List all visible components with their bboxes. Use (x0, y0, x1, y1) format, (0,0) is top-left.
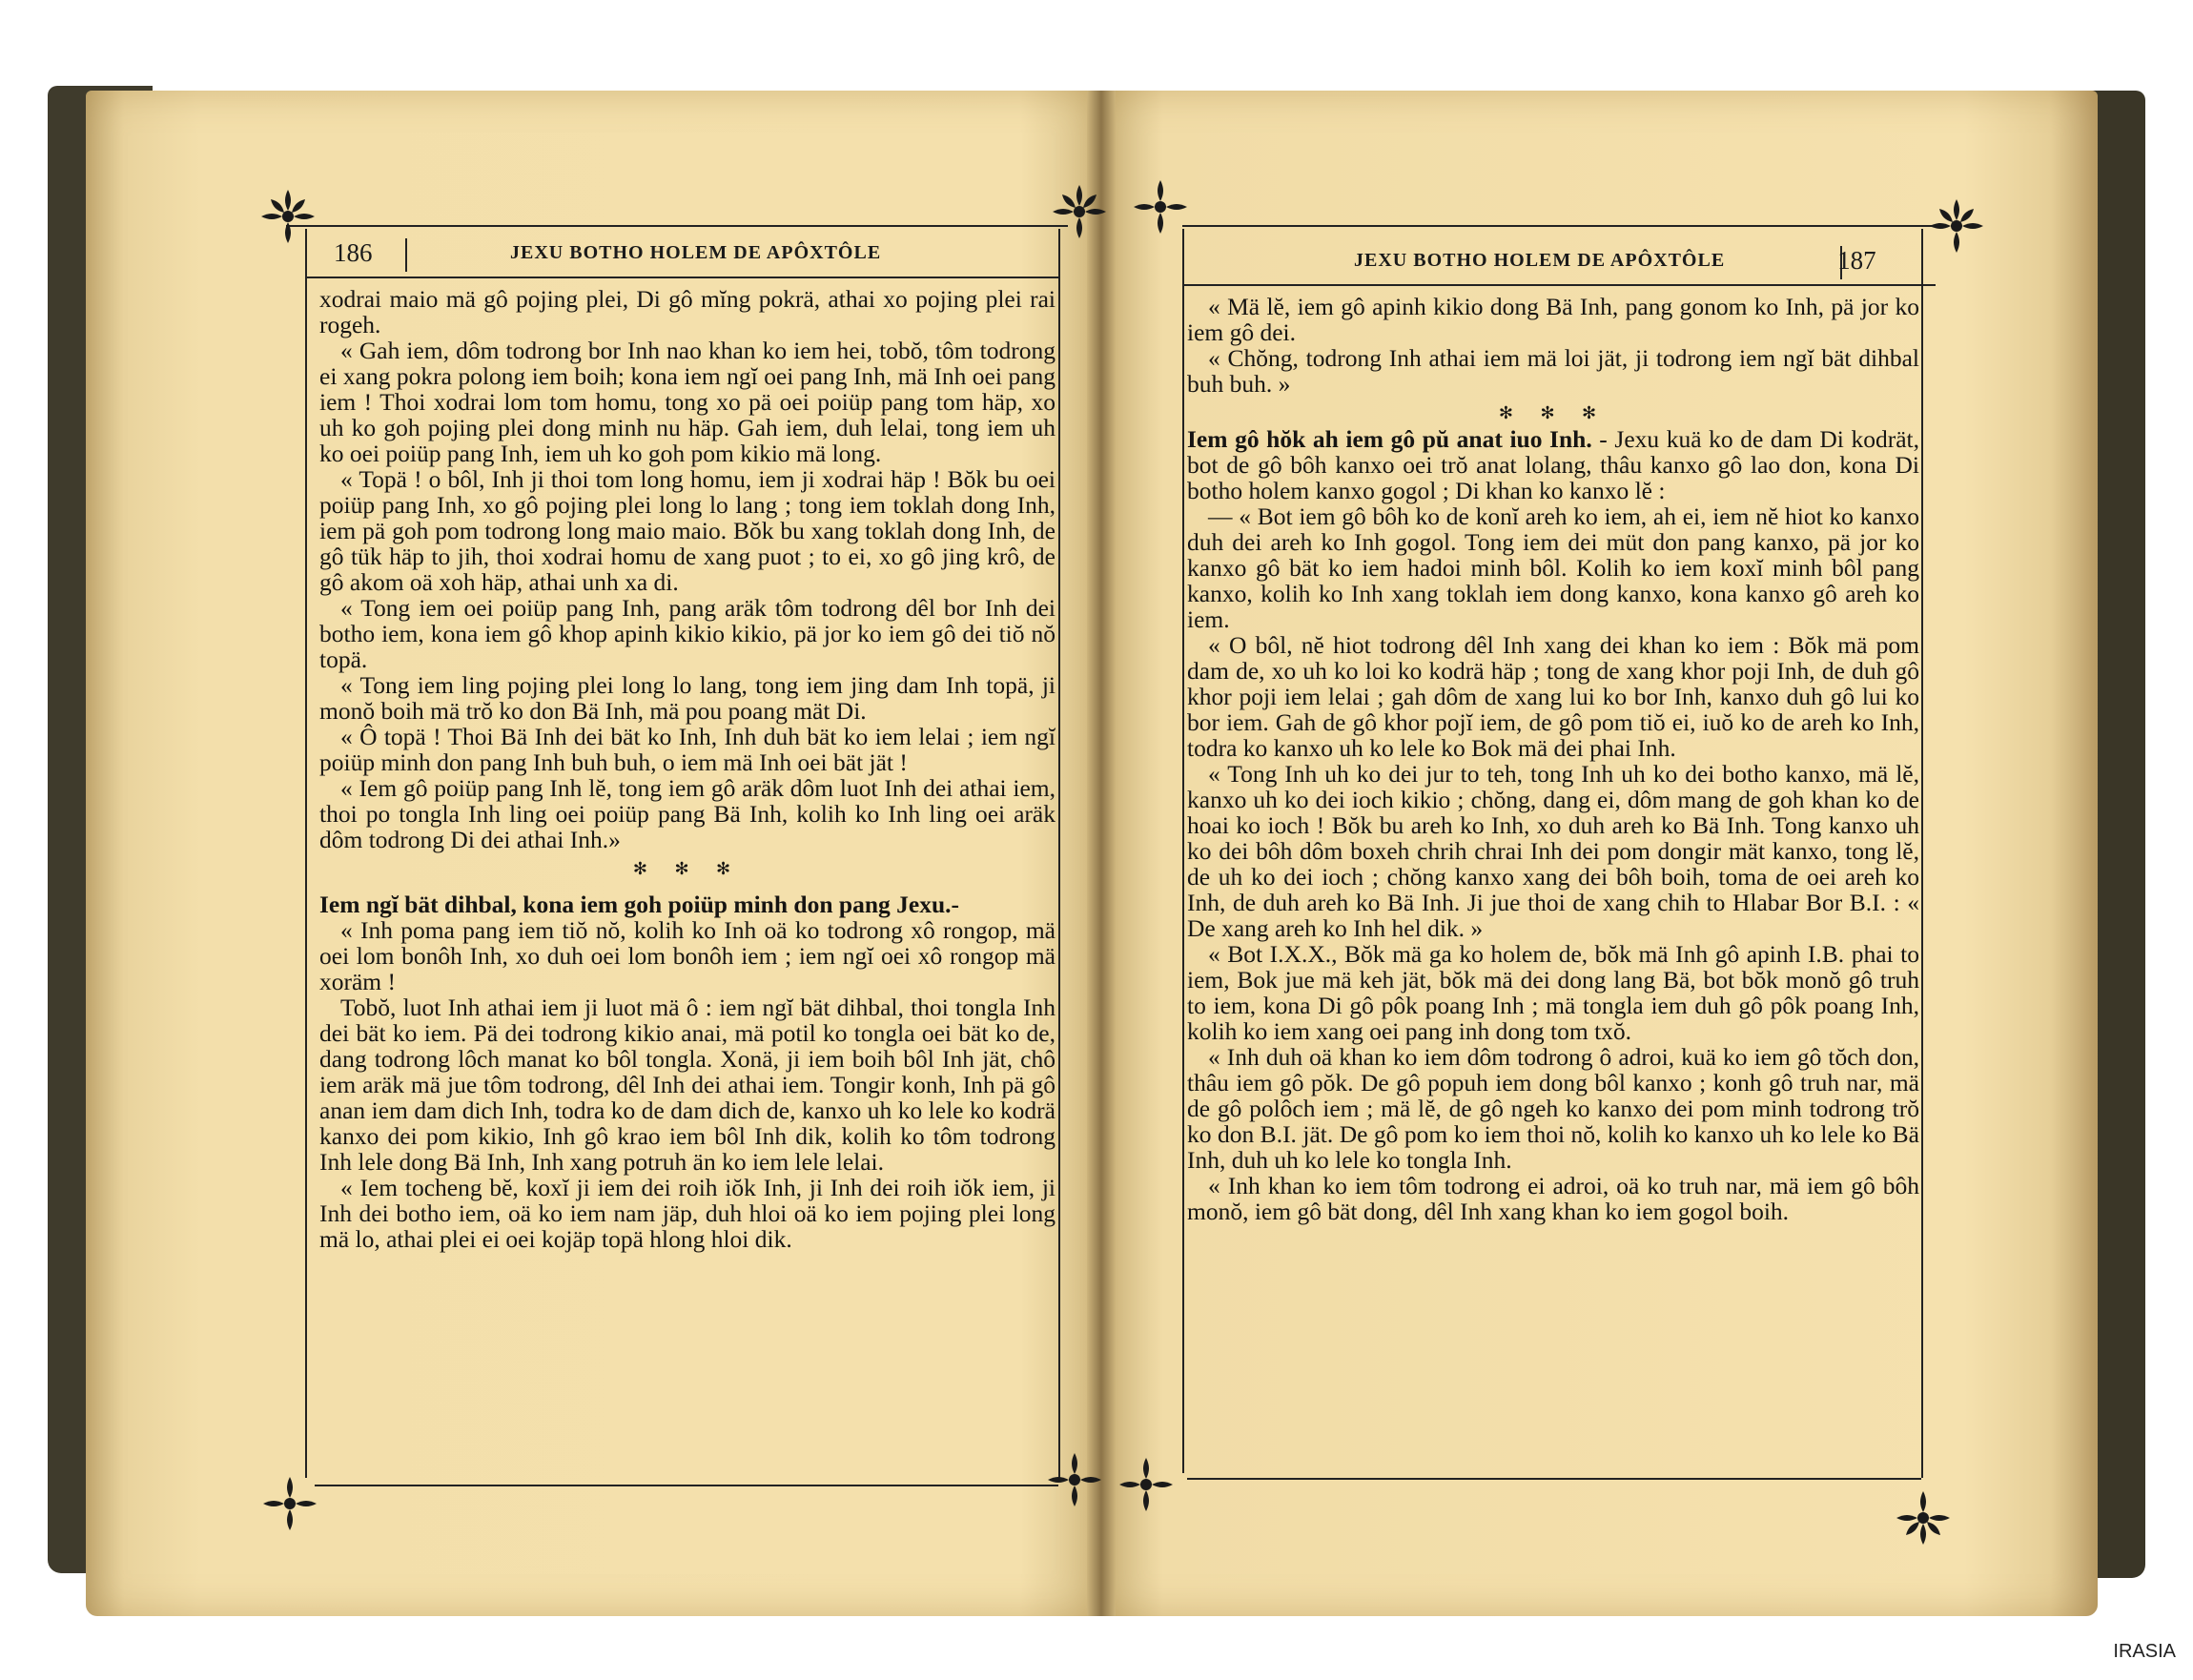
paragraph: « Tong Inh uh ko dei jur to teh, tong Inh uh ko dei botho kanxo, mä lĕ, kanxo uh ko dei ioch kikio ; chŏng, dang ei, dôm mang de goh khan ko de hoai ko ioch ! Bŏk bu areh ko Inh, xo duh areh ko Bä Inh. Tong kanxo uh ko dei bôh dôm boxeh chrih chrai Inh dei pom dongir mät kanxo, tong lĕ, de uh ko dei ioch ; chŏng kanxo xang dei bôh boih, toma de oei areh ko Inh, de duh areh ko Bä Inh. Ji jue thoi de xang chih to Hlabar Bor B.I. : « De xang areh ko Inh hel dik. » (1187, 760, 1919, 942)
running-title: JEXU BOTHO HOLEM DE APÔXTÔLE (510, 241, 882, 263)
paragraph: Tobŏ, luot Inh athai iem ji luot mä ô : iem ngĭ bät dihbal, thoi tongla Inh dei bät ko iem. Pä dei todrong kikio anai, mä potil ko tongla oei bät ko de, dang todrong lôch manat ko bôl tongla. Xonä, ji iem boih bôl Inh jät, chô iem aräk mä jue tôm todrong, dêl Inh dei athai iem. Tongir konh, Inh pä gô anan iem dam dich Inh, todra ko de dam dich de, kanxo uh ko lele ko kodrä kanxo dei pom kikio, Inh gô krao iem bôl Inh dik, kolih ko tôm todrong Inh lele dong Bä Inh, Inh xang potruh än ko iem lele lelai. (319, 994, 1056, 1176)
paragraph: « Iem tocheng bĕ, koxĭ ji iem dei roih iŏk Inh, ji Inh dei roih iŏk iem, ji Inh dei botho iem, oä ko iem nam jäp, duh hloi oä ko iem pojing plei long mä lo, athai plei ei oei kojäp topä hlong hloi dik. (319, 1174, 1056, 1253)
running-title: JEXU BOTHO HOLEM DE APÔXTÔLE (1354, 249, 1726, 271)
fleuron-ornament-icon (259, 1473, 320, 1534)
left-bottom-rule (315, 1485, 1058, 1486)
fleuron-ornament-icon (1116, 1454, 1177, 1515)
section-heading: Iem gô hŏk ah iem gô pŭ anat iuo Inh. (1187, 425, 1592, 453)
section-heading: Iem ngĭ bät dihbal, kona iem goh poiüp minh don pang Jexu.- (319, 891, 959, 918)
left-header-rule (305, 277, 1058, 278)
fleuron-ornament-icon (1926, 195, 1987, 256)
fleuron-ornament-icon (1049, 181, 1110, 242)
right-top-rule (1182, 225, 1945, 227)
page-number: 187 (1837, 245, 1876, 275)
paragraph: « Ô topä ! Thoi Bä Inh dei bät ko Inh, Inh duh bät ko iem lelai ; iem ngĭ poiüp minh don pang Inh buh buh, o iem mä Inh oei bät jät ! (319, 723, 1056, 776)
left-page-text (319, 286, 1056, 1478)
right-header-rule (1182, 284, 1936, 286)
paragraph: « Bot I.X.X., Bŏk mä ga ko holem de, bŏk mä Inh gô apinh I.B. phai to iem, Bok jue mä keh jät, bŏk mä dei dong lang Bä, bot bŏk monŏ gô truh to iem, kona Di gô pôk poang Inh ; mä tongla iem duh gô pôk poang Inh, kolih ko iem xang oei pang inh dong tom txŏ. (1187, 940, 1919, 1045)
fleuron-ornament-icon (1893, 1487, 1954, 1548)
fleuron-ornament-icon (1130, 176, 1191, 237)
paragraph: « Tong iem oei poiüp pang Inh, pang aräk tôm todrong dêl bor Inh dei botho iem, kona iem gô khop apinh kikio kikio, pä jor ko iem gô dei tiŏ nŏ topä. (319, 594, 1056, 673)
page-number: 186 (334, 237, 373, 267)
right-frame-side-right (1921, 229, 1923, 1478)
left-frame-side-right (1058, 229, 1060, 1478)
left-frame-side (305, 229, 307, 1478)
book-gutter (1087, 91, 1116, 1616)
paragraph: « Gah iem, dôm todrong bor Inh nao khan ko iem hei, tobŏ, tôm todrong ei xang pokra polong iem boih; kona iem ngĭ oei pang Inh, mä Inh oei pang iem ! Thoi xodrai lom tom homu, tong xo pä oei poiüp pang tom häp, xo uh ko goh pojing plei dong minh nu häp. Gah iem, duh lelai, tong iem uh ko oei poiüp pang Inh, iem uh ko goh pom kikio mä long. (319, 337, 1056, 467)
section-heading-tail: - Jexu kuä ko de dam Di kodrät, bot de gô bôh kanxo oei trŏ anat lolang, thâu kanxo gô lao don, kona Di botho holem kanxo gogol ; Di khan ko kanxo lĕ : (1187, 425, 1919, 504)
paragraph: « Inh duh oä khan ko iem dôm todrong ô adroi, kuä ko iem gô tŏch don, thâu iem gô pŏk. De gô popuh iem dong bôl kanxo ; konh gô truh nar, mä de gô polôch iem ; mä lĕ, de gô ngeh ko kanxo dei pom minh todrong trŏ ko don B.I. jät. De gô pom ko iem thoi nŏ, kolih ko kanxo uh ko lele ko Bä Inh, duh uh ko lele ko tongla Inh. (1187, 1043, 1919, 1174)
right-bottom-rule (1187, 1478, 1921, 1480)
paragraph: « Mä lĕ, iem gô apinh kikio dong Bä Inh, pang gonom ko Inh, pä jor ko iem gô dei. (1187, 294, 1919, 346)
paragraph: « O bôl, nĕ hiot todrong dêl Inh xang dei khan ko iem : Bŏk mä pom dam de, xo uh ko loi ko kodrä häp ; tong de xang khor poji Inh, de duh gô khor poji iem lelai ; gah dôm de xang lui ko bor Inh, kanxo duh gô lui ko bor iem. Gah de gô khor pojĭ iem, de gô pom tiŏ ei, iuŏ ko de areh ko Inh, todra ko kanxo uh ko lele ko Bok mä dei phai Inh. (1187, 631, 1919, 762)
paragraph: « Tong iem ling pojing plei long lo lang, tong iem jing dam Inh topä, ji monŏ boih mä trŏ ko don Bä Inh, mä pou poang mät Di. (319, 671, 1056, 725)
right-page-header (1201, 236, 1926, 284)
paragraph: « Inh poma pang iem tiŏ nŏ, kolih ko Inh oä ko todrong xô rongop, mä oei lom bonôh Inh, xo duh oei lom bonôh iem ; iem ngĭ oei xô rongop mä xoräm ! (319, 916, 1056, 995)
fleuron-ornament-icon (257, 186, 318, 247)
right-frame-side (1182, 229, 1184, 1473)
paragraph: xodrai maio mä gô pojing plei, Di gô mĭng pokrä, athai xo pojing plei rai rogeh. (319, 286, 1056, 338)
left-top-rule (286, 225, 1068, 227)
paragraph: « Topä ! o bôl, Inh ji thoi tom long homu, iem ji xodrai häp ! Bŏk bu oei poiüp pang Inh, xo gô pojing plei long lo lang ; tong iem toklah dong Inh, iem pä goh pom todrong long maio maio. Bŏk bu xang toklah dong Inh, de gô tük häp to jih, thoi xodrai homu de xang puot ; to ei, xo gô jing krô, de gô akom oä xoh häp, athai unh xa di. (319, 465, 1056, 596)
watermark: IRASIA (2113, 1641, 2176, 1662)
right-page-text (1187, 294, 1919, 1476)
section-divider-stars: ✻ ✻ ✻ (632, 859, 743, 878)
paragraph: « Inh khan ko iem tôm todrong ei adroi, oä ko truh nar, mä iem gô bôh monŏ, iem gô bät dong, dêl Inh xang khan ko iem gogol boih. (1187, 1172, 1919, 1225)
paragraph: « Chŏng, todrong Inh athai iem mä loi jät, ji todrong iem ngĭ bät dihbal buh buh. » (1187, 344, 1919, 398)
paragraph: — « Bot iem gô bôh ko de konĭ areh ko iem, ah ei, iem nĕ hiot ko kanxo duh dei areh ko Inh gogol. Tong iem dei müt don pang kanxo, pä jor ko kanxo gô bät ko iem hadoi minh bôl. Kolih ko iem koxĭ minh bôl pang kanxo, kolih ko Inh xang toklah iem dong kanxo, kona kanxo gô areh ko iem. (1187, 502, 1919, 633)
section-divider-stars: ✻ ✻ ✻ (1498, 403, 1609, 422)
left-page-header (334, 229, 1049, 277)
paragraph: « Iem gô poiüp pang Inh lĕ, tong iem gô aräk dôm luot Inh dei athai iem, thoi po tongla Inh ling oei poiüp pang Bä Inh, kolih ko Inh ling oei aräk dôm todrong Di dei athai Inh.» (319, 774, 1056, 853)
